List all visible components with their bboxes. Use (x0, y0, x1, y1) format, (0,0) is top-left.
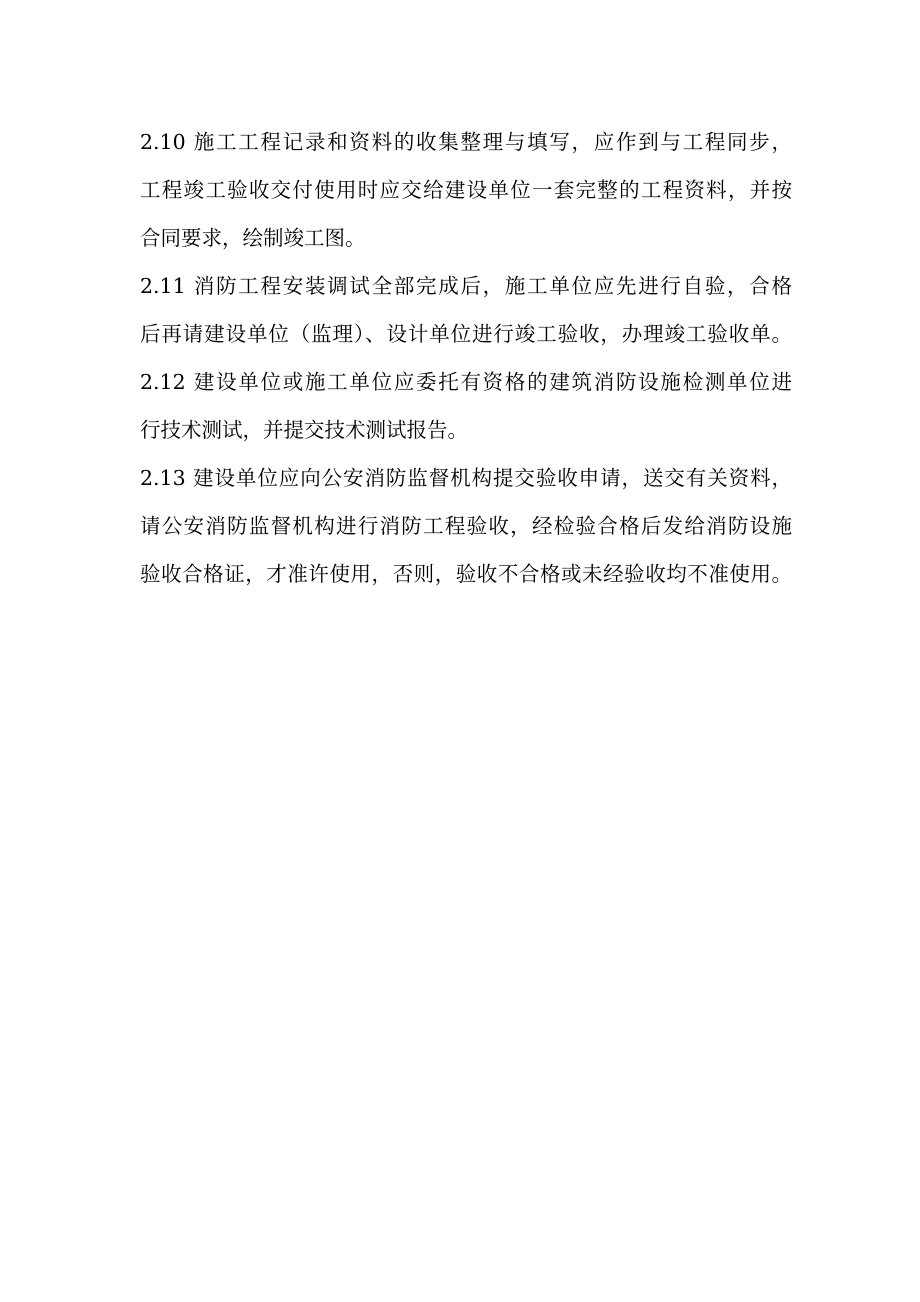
text-line: 2.12 建设单位或施工单位应委托有资格的建筑消防设施检测单位进 (140, 370, 792, 394)
text-line: 行技术测试，并提交技术测试报告。 (140, 418, 468, 442)
text-line: 合同要求，绘制竣工图。 (140, 226, 366, 250)
text-line: 验收合格证，才准许使用，否则，验收不合格或未经验收均不准使用。 (140, 562, 792, 586)
text-line: 2.11 消防工程安装调试全部完成后，施工单位应先进行自验，合格 (140, 274, 792, 298)
clause-2-12 (140, 358, 792, 454)
text-line: 请公安消防监督机构进行消防工程验收，经检验合格后发给消防设施 (140, 514, 792, 538)
text-line: 工程竣工验收交付使用时应交给建设单位一套完整的工程资料，并按 (140, 178, 792, 202)
clause-2-13 (140, 454, 792, 598)
document-page (140, 118, 792, 598)
clause-2-11 (140, 262, 792, 358)
text-line: 后再请建设单位（监理）、设计单位进行竣工验收，办理竣工验收单。 (140, 322, 792, 346)
text-line: 2.13 建设单位应向公安消防监督机构提交验收申请，送交有关资料， (140, 466, 792, 490)
text-line: 2.10 施工工程记录和资料的收集整理与填写，应作到与工程同步， (140, 130, 792, 154)
clause-2-10 (140, 118, 792, 262)
